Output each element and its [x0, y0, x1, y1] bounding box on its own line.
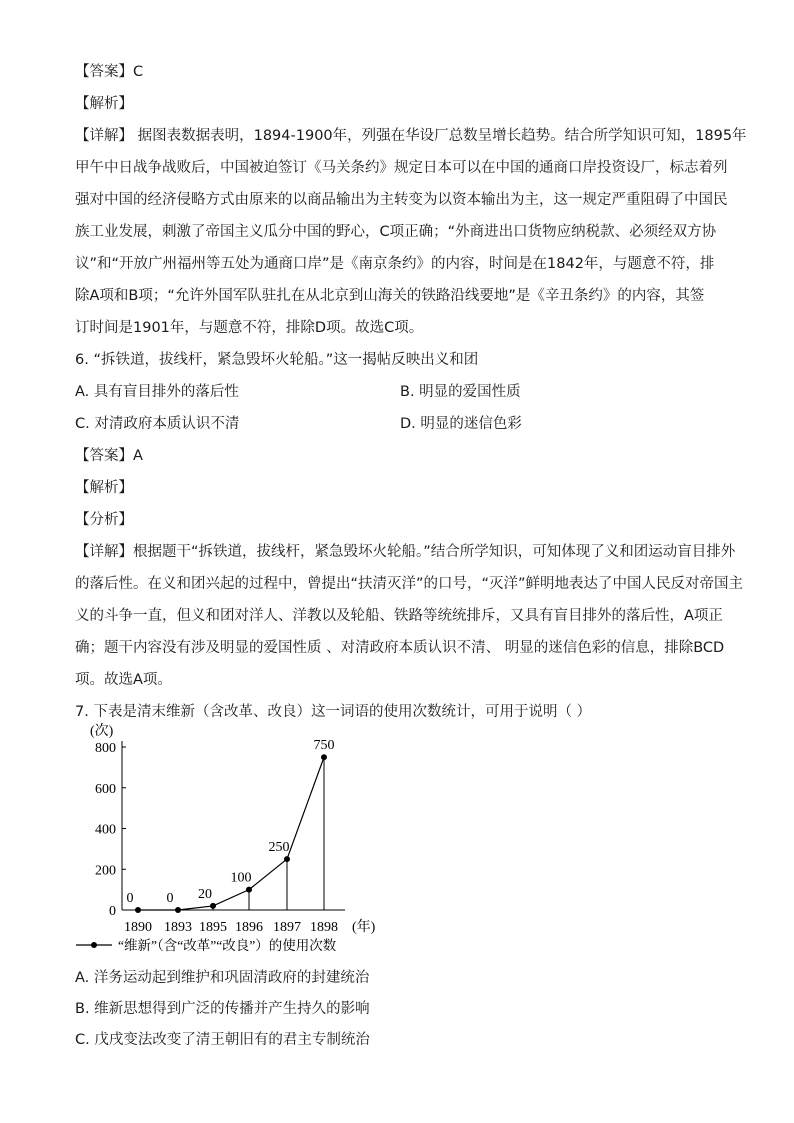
y-tick-label: 800	[95, 741, 116, 756]
q5-detail-line: 订时间是1901年，与题意不符，排除D项。故选C项。	[75, 320, 424, 336]
q6-detail-line: 义的斗争一直，但义和团对洋人、洋教以及轮船、铁路等统统排斥，又具有盲目排外的落后性，A项正	[75, 608, 723, 624]
data-point	[246, 887, 252, 893]
q6-detail-line: 确；题干内容没有涉及明显的爱国性质 、对清政府本质认识不清、 明显的迷信色彩的信息，排除BCD	[75, 640, 725, 656]
q6-detail-line: 项。故选A项。	[75, 672, 172, 688]
data-label: 20	[198, 886, 212, 902]
data-label: 0	[126, 891, 134, 906]
q7-option-b: B. 维新思想得到广泛的传播并产生持久的影响	[75, 1001, 370, 1017]
data-label: 250	[268, 840, 290, 856]
q7-option-c: C. 戊戌变法改变了清王朝旧有的君主专制统治	[75, 1032, 370, 1048]
q6-analysis-tag: 【解析】	[75, 480, 133, 496]
q6-stem: 6. “拆铁道，拔线杆，紧急毁坏火轮船。”这一揭帖反映出义和团	[75, 352, 479, 368]
line-chart-svg	[70, 715, 410, 965]
x-tick-label: 1893	[164, 920, 192, 935]
data-point	[135, 907, 141, 913]
q6-option-c: C. 对清政府本质认识不清	[75, 416, 240, 432]
q6-option-a: A. 具有盲目排外的落后性	[75, 384, 239, 400]
q5-detail-line: 甲午中日战争战败后，中国被迫签订《马关条约》规定日本可以在中国的通商口岸投资设厂，标志着列	[75, 160, 728, 176]
x-tick-label: 1896	[235, 920, 263, 935]
y-tick-label: 400	[95, 822, 116, 838]
y-tick-label: 600	[95, 781, 116, 797]
q5-detail-line: 除A项和B项；“允许外国军队驻扎在从北京到山海关的铁路沿线要地”是《辛丑条约》的内容，其签	[75, 288, 705, 304]
y-tick-label: 0	[109, 904, 116, 919]
series-line	[138, 757, 324, 910]
x-tick-label: 1895	[199, 920, 227, 935]
x-tick-label: 1898	[310, 920, 338, 935]
data-label: 100	[230, 870, 252, 886]
q6-option-b: B. 明显的爱国性质	[400, 384, 521, 400]
data-label: 750	[313, 738, 335, 754]
x-tick-label: 1890	[124, 920, 152, 935]
data-point	[284, 856, 290, 862]
answer-value: A	[133, 448, 143, 464]
q6-answer	[75, 445, 725, 467]
q6-fenxi-tag: 【分析】	[75, 512, 133, 528]
y-axis-label: (次)	[90, 724, 114, 739]
data-label: 0	[166, 891, 174, 906]
q5-detail-line: 强对中国的经济侵略方式由原来的以商品输出为主转变为以资本输出为主，这一规定严重阻碍了中国民	[75, 192, 728, 208]
q7-option-a: A. 洋务运动起到维护和巩固清政府的封建统治	[75, 970, 370, 986]
q5-analysis-tag: 【解析】	[75, 96, 133, 112]
legend-marker	[91, 942, 97, 948]
q5-detail-line: 【详解】 据图表数据表明，1894-1900年，列强在华设厂总数呈增长趋势。结合所学知识可知，1895年	[75, 128, 747, 144]
q6-detail-line: 的落后性。在义和团兴起的过程中，曾提出“扶清灭洋”的口号，“灭洋”鲜明地表达了中国人民反对帝国主	[75, 576, 744, 592]
answer-value: C	[133, 64, 144, 80]
q6-option-d: D. 明显的迷信色彩	[400, 416, 522, 432]
q6-detail-line: 【详解】根据题干“拆铁道，拔线杆，紧急毁坏火轮船。”结合所学知识，可知体现了义和团运动盲目排外	[75, 544, 736, 560]
q5-answer	[75, 61, 725, 83]
answer-tag: 【答案】	[75, 448, 133, 464]
data-point	[321, 754, 327, 760]
q7-stem: 7. 下表是清末维新（含改革、改良）这一词语的使用次数统计，可用于说明（ ）	[75, 704, 592, 720]
data-point	[175, 907, 181, 913]
data-point	[210, 903, 216, 909]
q5-detail-line: 族工业发展，刺激了帝国主义瓜分中国的野心，C项正确；“外商进出口货物应纳税款、必须经双方协	[75, 224, 717, 240]
q5-detail-line: 议”和“开放广州福州等五处为通商口岸”是《南京条约》的内容，时间是在1842年，与题意不符，排	[75, 256, 715, 272]
legend-label: “维新”（含“改革”“改良”）的使用次数	[118, 938, 337, 953]
y-tick-label: 200	[95, 863, 116, 879]
usage-count-chart	[70, 715, 410, 965]
x-tick-label: 1897	[273, 920, 301, 935]
x-axis-label: (年)	[352, 920, 376, 935]
answer-tag: 【答案】	[75, 64, 133, 80]
